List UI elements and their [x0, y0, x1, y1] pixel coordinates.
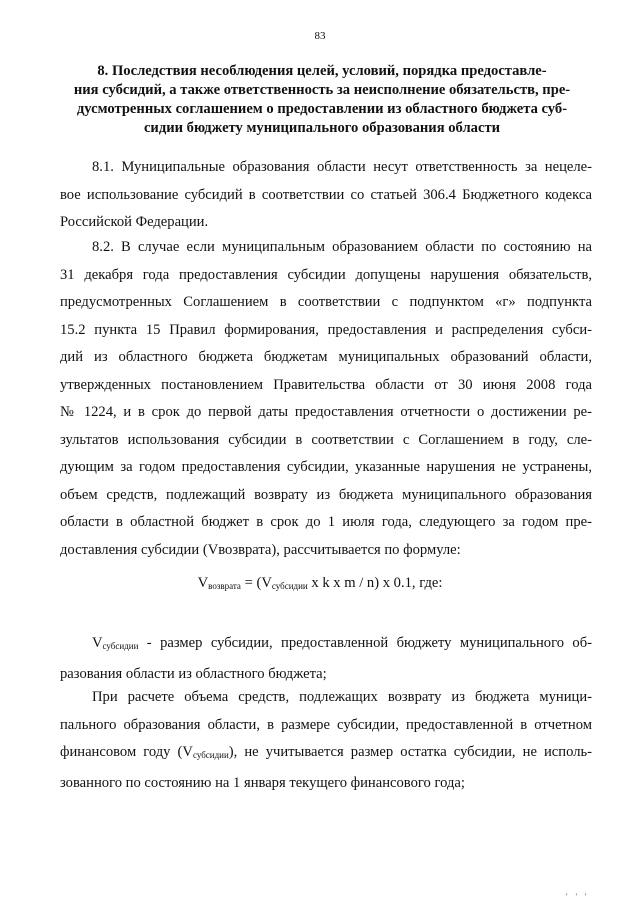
section-heading — [60, 62, 584, 138]
text-line — [60, 739, 592, 770]
formula-subscript-subsidy: субсидии — [271, 581, 308, 591]
text-line: зультатов использования субсидии в соответствии с Соглашением в году, сле- — [60, 431, 592, 448]
line-text: - размер субсидии, предоставленной бюджету муниципального об- — [138, 635, 592, 651]
heading-line: дусмотренных соглашением о предоставлении из областного бюджета суб- — [76, 101, 568, 117]
page-number: 83 — [314, 30, 326, 42]
text-line: Российской Федерации. — [60, 214, 209, 230]
text-line: вое использование субсидий в соответствии со статьей 306.4 Бюджетного кодекса — [60, 186, 592, 203]
text-line: зованного по состоянию на 1 января текущего финансового года; — [60, 774, 465, 791]
line-text: ), не учитывается размер остатка субсидии, не исполь- — [228, 744, 592, 760]
text-line: 31 декабря года предоставления субсидии допущены нарушения обязательств, — [60, 266, 592, 283]
text-line: доставления субсидии (Vвозврата), рассчитывается по формуле: — [60, 541, 461, 558]
symbol-subscript: субсидии — [192, 750, 229, 760]
text-line: 15.2 пункта 15 Правил формирования, предоставления и распределения субси- — [60, 321, 592, 338]
text-line: разования области из областного бюджета; — [60, 665, 327, 682]
line-text: финансовом году (V — [60, 744, 193, 760]
paragraph-8-2 — [60, 234, 592, 564]
definition-v-subsidy — [60, 630, 592, 688]
return-formula — [0, 575, 640, 592]
text-line: пального образования области, в размере субсидии, предоставленной в отчетном — [60, 716, 592, 733]
formula-v: V — [261, 575, 272, 591]
text-line: утвержденных постановлением Правительства области от 30 июня 2008 года — [60, 376, 592, 393]
text-line: 8.2. В случае если муниципальным образованием области по состоянию на — [92, 239, 592, 255]
heading-line: сидии бюджету муниципального образования области — [143, 120, 501, 136]
heading-line: 8. Последствия несоблюдения целей, условий, порядка предоставле- — [97, 63, 547, 79]
text-line: 8.1. Муниципальные образования области несут ответственность за нецеле- — [92, 159, 592, 175]
corner-mark: ' ' ' — [566, 892, 590, 901]
formula-subscript-return: возврата — [208, 581, 241, 591]
text-line: При расчете объема средств, подлежащих возврату из бюджета муници- — [92, 689, 592, 705]
formula-v: V — [197, 575, 209, 591]
paragraph-8-1 — [60, 154, 592, 237]
formula-rest: x k x m / n) x 0.1, где: — [307, 575, 443, 591]
heading-line: ния субсидий, а также ответственность за неисполнение обязательств, пре- — [73, 82, 571, 98]
text-line: области в областной бюджет в срок до 1 июля года, следующего за годом пре- — [60, 514, 592, 530]
text-line — [60, 630, 592, 661]
text-line: дий из областного бюджета бюджетам муниципальных образований области, — [60, 349, 592, 365]
text-line: № 1224, и в срок до первой даты предоставления отчетности о достижении ре- — [60, 404, 592, 420]
symbol-subscript: субсидии — [102, 641, 139, 651]
formula-equals: = ( — [240, 575, 262, 591]
text-line: предусмотренных Соглашением в соответствии с подпунктом «г» подпункта — [60, 294, 592, 310]
text-line: объем средств, подлежащий возврату из бюджета муниципального образования — [60, 486, 592, 503]
symbol-v: V — [92, 635, 103, 651]
paragraph-calculation-note — [60, 684, 592, 797]
text-line: дующим за годом предоставления субсидии, указанные нарушения не устранены, — [60, 459, 592, 475]
